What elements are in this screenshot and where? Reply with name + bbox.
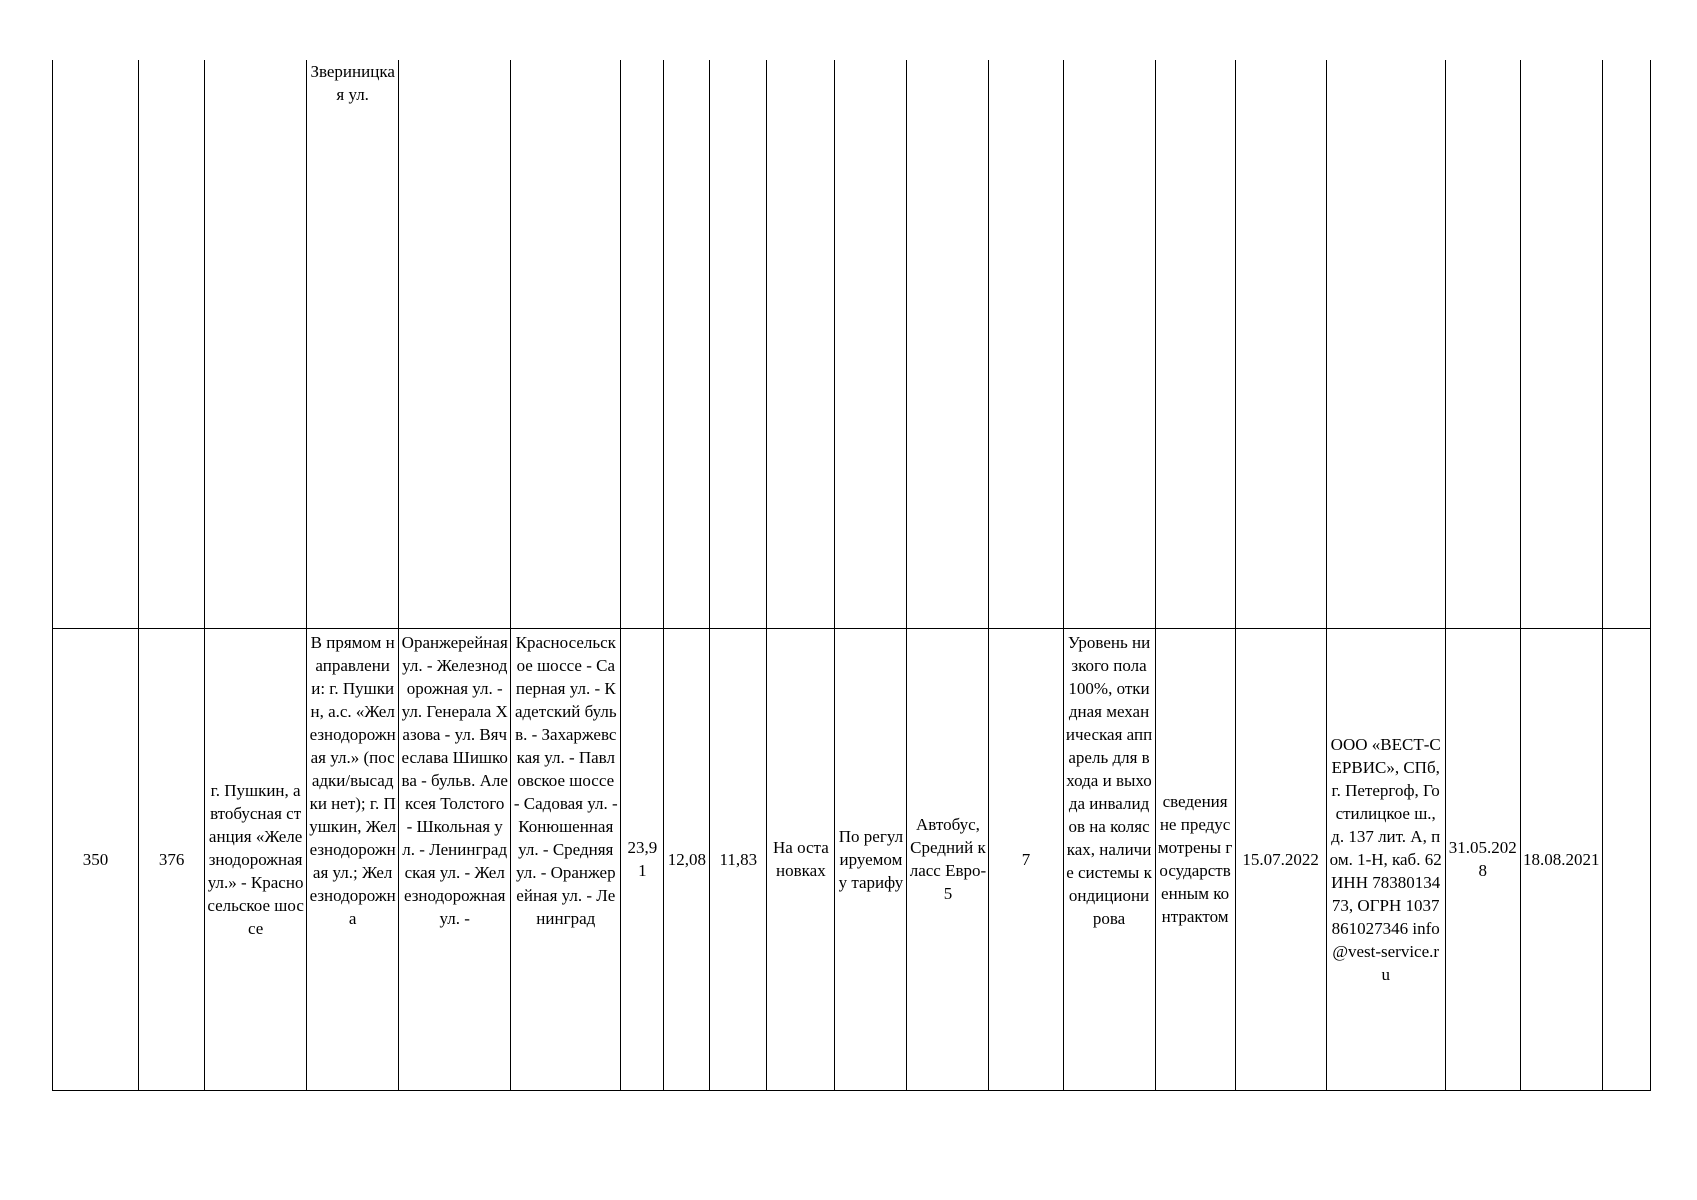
cont-cell xyxy=(1445,60,1520,628)
cont-cell xyxy=(835,60,907,628)
route-name-cell: г. Пушкин, автобусная станция «Железнодорожная ул.» - Красносельское шоссе xyxy=(205,628,307,1090)
cont-cell xyxy=(53,60,139,628)
vehicle-count-cell: 7 xyxy=(989,628,1063,1090)
vehicle-features-cell: Уровень низкого пола 100%, откидная механическая аппарель для входа и выхода инвалидов на колясках, наличие системы кондиционирова xyxy=(1063,628,1155,1090)
registration-date-cell: 18.08.2021 xyxy=(1520,628,1602,1090)
length-third-cell: 11,83 xyxy=(710,628,767,1090)
cont-cell xyxy=(1155,60,1235,628)
cont-cell xyxy=(710,60,767,628)
start-date-cell: 15.07.2022 xyxy=(1235,628,1326,1090)
cont-cell xyxy=(989,60,1063,628)
streets-forward-cell: Оранжерейная ул. - Железнодорожная ул. - ул. Генерала Хазова - ул. Вячеслава Шишкова - бульв. Алексея Толстого - Школьная ул. - Ленинградская ул. - Железнодорожная ул. - xyxy=(399,628,511,1090)
cont-cell xyxy=(1326,60,1445,628)
cont-route-path-cell xyxy=(307,60,399,628)
tariff-cell: По регулируемому тарифу xyxy=(835,628,907,1090)
cont-cell xyxy=(205,60,307,628)
streets-backward-cell: Красносельское шоссе - Саперная ул. - Кадетский бульв. - Захаржевская ул. - Павловское шоссе - Садовая ул. - Конюшенная ул. - Средняя ул. - Оранжерейная ул. - Ленинград xyxy=(511,628,621,1090)
cont-cell xyxy=(907,60,989,628)
cont-cell xyxy=(1235,60,1326,628)
cont-cell xyxy=(767,60,835,628)
cont-cell xyxy=(664,60,710,628)
cont-cell xyxy=(621,60,664,628)
cont-cell xyxy=(1520,60,1602,628)
cont-cell xyxy=(1063,60,1155,628)
stop-order-cell: На остановках xyxy=(767,628,835,1090)
cont-cell xyxy=(511,60,621,628)
vehicle-cell: Автобус, Средний класс Евро-5 xyxy=(907,628,989,1090)
reg-number-cell: 350 xyxy=(53,628,139,1090)
end-date-cell: 31.05.2028 xyxy=(1445,628,1520,1090)
contract-cell: сведения не предусмотрены государственным контрактом xyxy=(1155,628,1235,1090)
route-number-cell: 376 xyxy=(139,628,205,1090)
stops-cell: В прямом направлении: г. Пушкин, а.с. «Железнодорожная ул.» (посадки/высадки нет); г. Пушкин, Железнодорожная ул.; Железнодорожна xyxy=(307,628,399,1090)
route-path-forward-text: Звериницкая ул. xyxy=(310,62,395,104)
cont-cell xyxy=(1602,60,1650,628)
cont-cell xyxy=(139,60,205,628)
carrier-cell: ООО «ВЕСТ-СЕРВИС», СПб, г. Петергоф, Гостилицкое ш., д. 137 лит. А, пом. 1-Н, каб. 62 ИНН 7838013473, ОГРН 1037861027346 info@vest-service.ru xyxy=(1326,628,1445,1090)
cont-cell xyxy=(399,60,511,628)
length-backward-cell: 12,08 xyxy=(664,628,710,1090)
table-row-continuation xyxy=(53,60,1651,628)
table-row xyxy=(53,628,1651,1090)
notes-cell xyxy=(1602,628,1650,1090)
length-forward-cell: 23,91 xyxy=(621,628,664,1090)
route-register-table xyxy=(52,60,1651,1091)
